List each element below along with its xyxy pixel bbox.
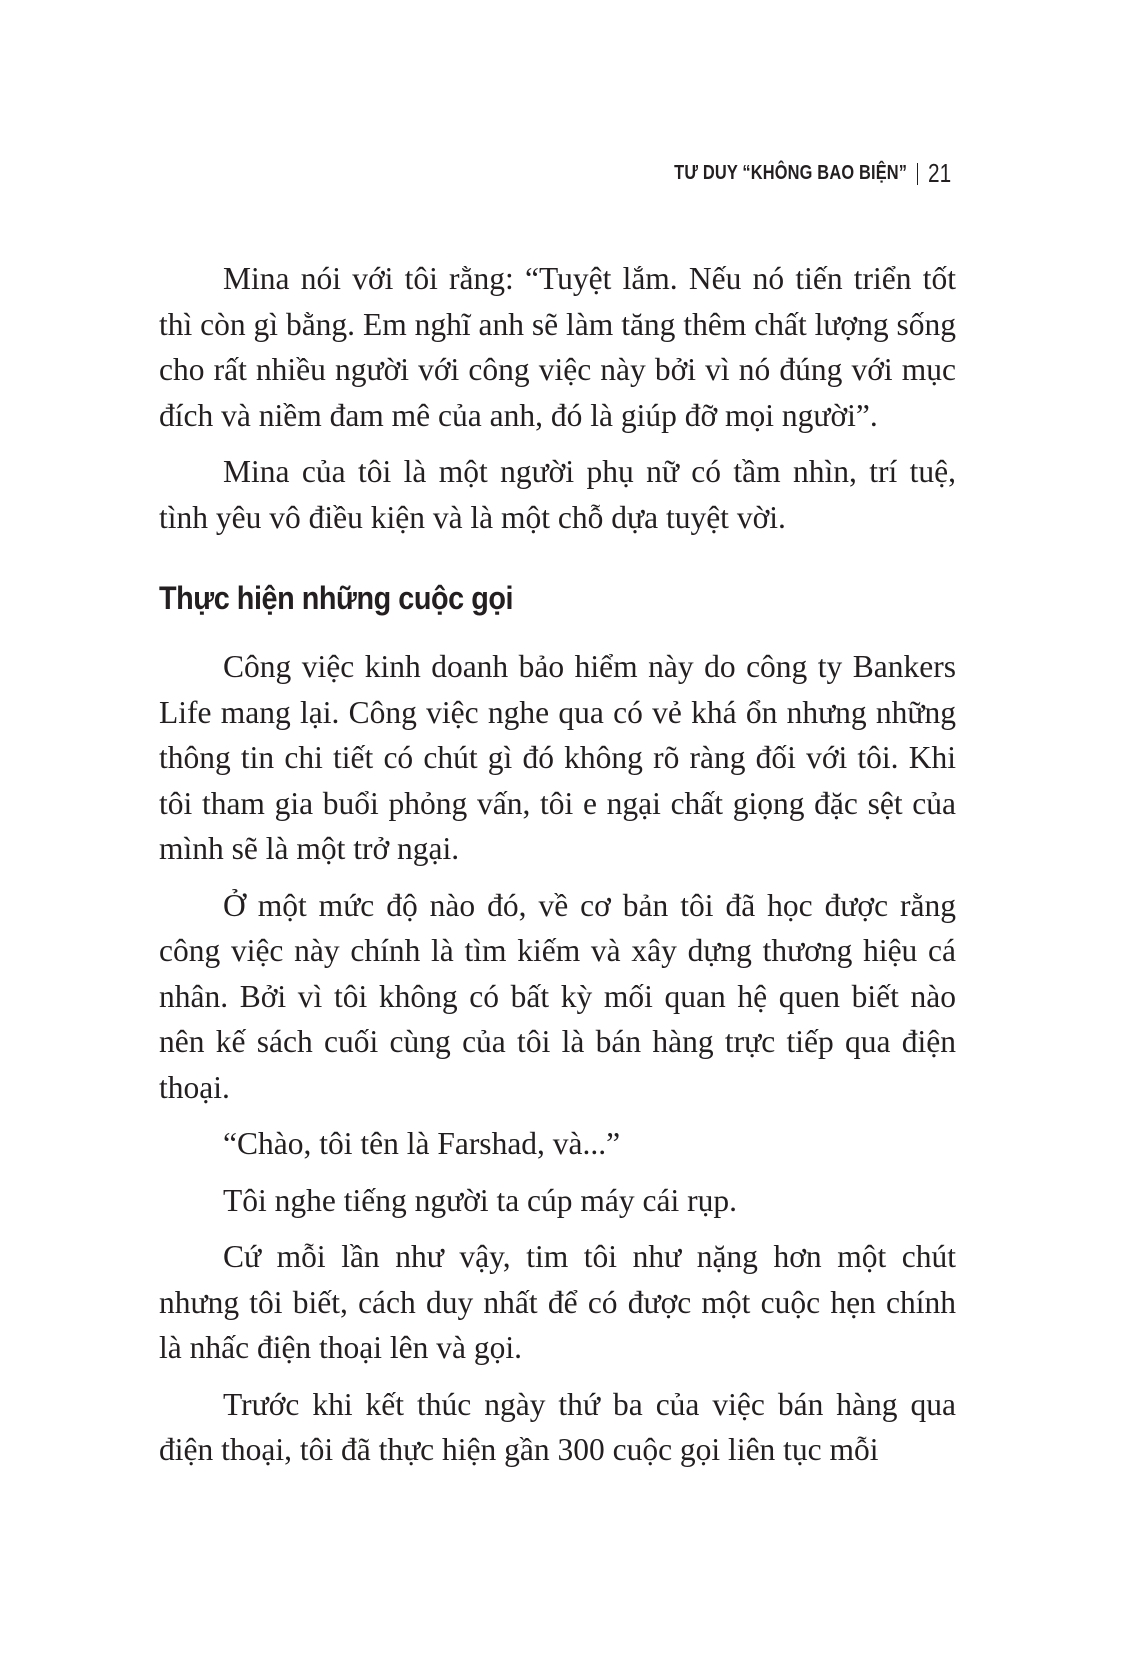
paragraph-2: Mina của tôi là một người phụ nữ có tầm nhìn, trí tuệ, tình yêu vô điều kiện và là một chỗ dựa tuyệt vời.: [159, 454, 956, 535]
paragraph-6: Tôi nghe tiếng người ta cúp máy cái rụp.: [223, 1182, 737, 1218]
paragraph-8: Trước khi kết thúc ngày thứ ba của việc bán hàng qua điện thoại, tôi đã thực hiện gần 300 cuộc gọi liên tục mỗi: [159, 1386, 956, 1467]
page-number: 21: [928, 158, 952, 188]
paragraph-7: Cứ mỗi lần như vậy, tim tôi như nặng hơn một chút nhưng tôi biết, cách duy nhất để có được một cuộc hẹn chính là nhấc điện thoại lên và gọi.: [159, 1239, 956, 1365]
running-header: [623, 158, 957, 189]
paragraph-5: “Chào, tôi tên là Farshad, và...”: [223, 1126, 621, 1161]
running-title: TƯ DUY “KHÔNG BAO BIỆN”: [674, 162, 908, 184]
header-divider: [917, 163, 919, 185]
paragraph-3: Công việc kinh doanh bảo hiểm này do công ty Bankers Life mang lại. Công việc nghe qua có vẻ khá ổn nhưng những thông tin chi tiết có chút gì đó không rõ ràng đối với tôi. Khi tôi tham gia buổi phỏng vấn, tôi e ngại chất giọng đặc sệt của mình sẽ là một trở ngại.: [159, 649, 956, 866]
section-heading: Thực hiện những cuộc gọi: [159, 580, 514, 616]
page-body: [159, 256, 956, 1484]
paragraph-1: Mina nói với tôi rằng: “Tuyệt lắm. Nếu nó tiến triển tốt thì còn gì bằng. Em nghĩ anh sẽ làm tăng thêm chất lượng sống cho rất nhiều người với công việc này bởi vì nó đúng với mục đích và niềm đam mê của anh, đó là giúp đỡ mọi người”.: [159, 261, 956, 433]
paragraph-4: Ở một mức độ nào đó, về cơ bản tôi đã học được rằng công việc này chính là tìm kiếm và xây dựng thương hiệu cá nhân. Bởi vì tôi không có bất kỳ mối quan hệ quen biết nào nên kế sách cuối cùng của tôi là bán hàng trực tiếp qua điện thoại.: [159, 887, 956, 1105]
